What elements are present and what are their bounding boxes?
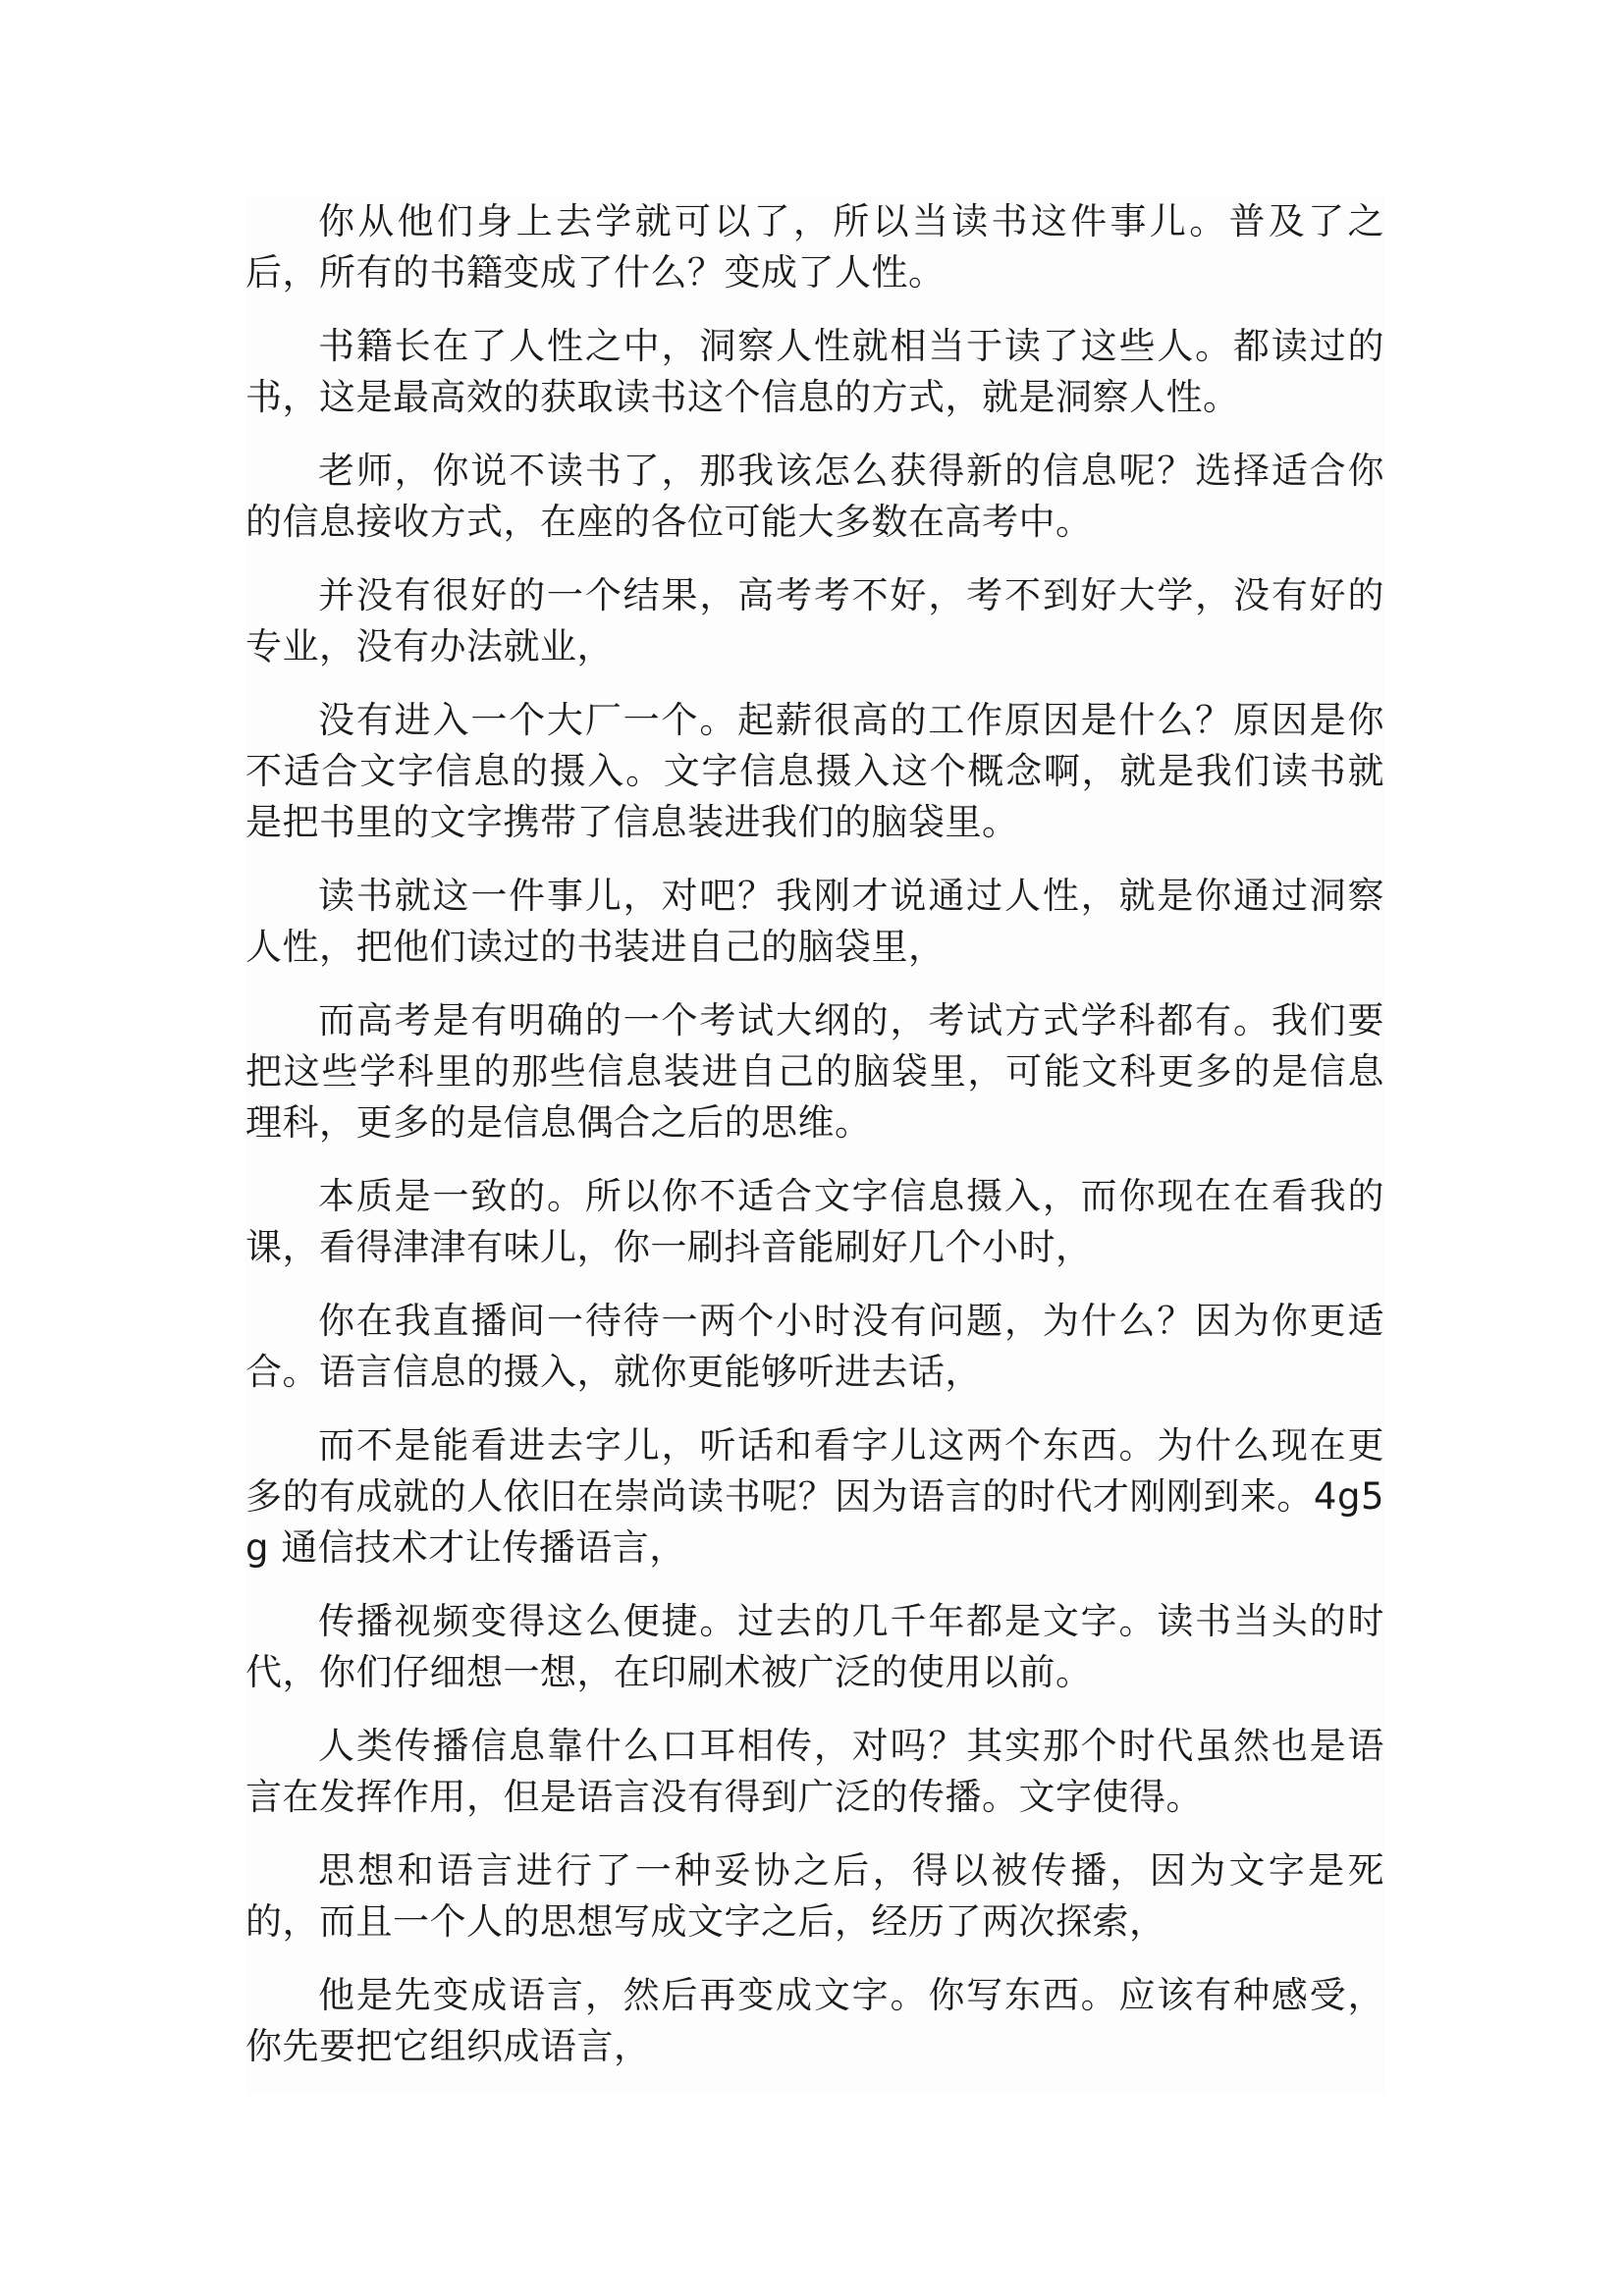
paragraph: 老师，你说不读书了，那我该怎么获得新的信息呢？选择适合你的信息接收方式，在座的各位可能大多数在高考中。 bbox=[245, 450, 1384, 543]
paragraph: 而高考是有明确的一个考试大纲的，考试方式学科都有。我们要把这些学科里的那些信息装进自己的脑袋里，可能文科更多的是信息理科，更多的是信息偶合之后的思维。 bbox=[245, 999, 1384, 1144]
paragraph: 并没有很好的一个结果，高考考不好，考不到好大学，没有好的专业，没有办法就业， bbox=[245, 574, 1384, 667]
paragraph: 本质是一致的。所以你不适合文字信息摄入，而你现在在看我的课，看得津津有味儿，你一刷抖音能刷好几个小时， bbox=[245, 1175, 1384, 1268]
document-page bbox=[245, 196, 1384, 2095]
paragraph: 人类传播信息靠什么口耳相传，对吗？其实那个时代虽然也是语言在发挥作用，但是语言没有得到广泛的传播。文字使得。 bbox=[245, 1725, 1384, 1818]
paragraph: 传播视频变得这么便捷。过去的几千年都是文字。读书当头的时代，你们仔细想一想，在印刷术被广泛的使用以前。 bbox=[245, 1600, 1384, 1693]
paragraph: 书籍长在了人性之中，洞察人性就相当于读了这些人。都读过的书，这是最高效的获取读书这个信息的方式，就是洞察人性。 bbox=[245, 325, 1384, 418]
paragraph: 他是先变成语言，然后再变成文字。你写东西。应该有种感受，你先要把它组织成语言， bbox=[245, 1974, 1384, 2067]
paragraph: 读书就这一件事儿，对吧？我刚才说通过人性，就是你通过洞察人性，把他们读过的书装进自己的脑袋里， bbox=[245, 875, 1384, 968]
paragraph: 思想和语言进行了一种妥协之后，得以被传播，因为文字是死的，而且一个人的思想写成文字之后，经历了两次探索， bbox=[245, 1849, 1384, 1943]
paragraph: 你从他们身上去学就可以了，所以当读书这件事儿。普及了之后，所有的书籍变成了什么？变成了人性。 bbox=[245, 200, 1384, 294]
paragraph: 而不是能看进去字儿，听话和看字儿这两个东西。为什么现在更多的有成就的人依旧在崇尚读书呢？因为语言的时代才刚刚到来。4g5g 通信技术才让传播语言， bbox=[245, 1424, 1384, 1569]
paragraph: 没有进入一个大厂一个。起薪很高的工作原因是什么？原因是你不适合文字信息的摄入。文字信息摄入这个概念啊，就是我们读书就是把书里的文字携带了信息装进我们的脑袋里。 bbox=[245, 699, 1384, 843]
paragraph: 你在我直播间一待待一两个小时没有问题，为什么？因为你更适合。语言信息的摄入，就你更能够听进去话， bbox=[245, 1300, 1384, 1393]
